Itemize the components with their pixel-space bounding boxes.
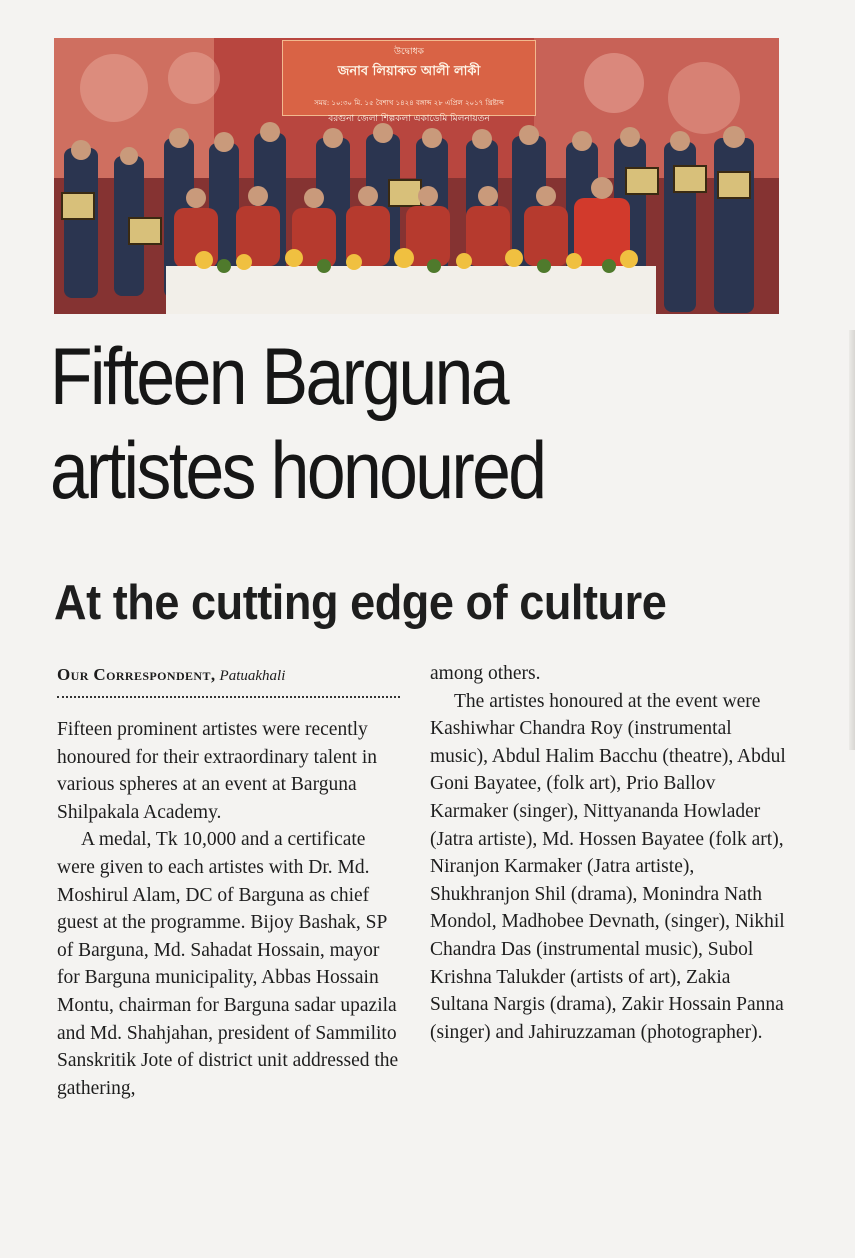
article-paragraph-2: A medal, Tk 10,000 and a certificate were given to each artistes with Dr. Md. Moshirul Alam, DC of Barguna as chief guest at the programme. Bijoy Bashak, SP of Barguna, Md. Sahadat Hossain, mayor for Barguna municipality, Abbas Hossain Montu, chairman for Barguna sadar upazila and Md. Shahjahan, president of Sammilito Sanskritik Jote of district unit addressed the gathering,: [57, 829, 399, 1099]
byline: [57, 664, 402, 687]
banner-line-4: বরগুনা জেলা শিল্পকলা একাডেমি মিলনায়তন: [328, 114, 490, 124]
article-paragraph-3: The artistes honoured at the event were Kashiwhar Chandra Roy (instrumental music), Abdul Halim Bacchu (theatre), Abdul Goni Bayatee, (folk art), Prio Ballov Karmaker (singer), Nittyananda Howlader (Jatra artiste), Md. Hossen Bayatee (folk art), Niranjon Karmaker (Jatra artiste), Shukhranjon Shil (drama), Monindra Nath Mondol, Madhobee Devnath, (singer), Nikhil Chandra Das (instrumental music), Subol Krishna Talukder (artists of art), Zakia Sultana Nargis (drama), Zakir Hossain Panna (singer) and Jahiruzzaman (photographer).: [430, 690, 786, 1043]
byline-correspondent: Our Correspondent,: [57, 665, 216, 684]
headline-line-2: artistes honoured: [50, 426, 545, 516]
article-column-2: [430, 660, 790, 1046]
page-edge: [849, 330, 855, 750]
banner-line-1: উদ্বোধক: [394, 47, 424, 57]
headline-line-1: Fifteen Barguna: [50, 332, 507, 422]
banner-line-3: সময়: ১০:৩০ মি. ১৫ বৈশাখ ১৪২৪ বঙ্গাব্দ ২৮ এপ্রিল ২০১৭ খ্রিষ্টাব্দ: [314, 99, 504, 107]
byline-location: Patuakhali: [219, 668, 286, 684]
event-photo: [54, 38, 779, 314]
subheadline: At the cutting edge of culture: [54, 576, 667, 630]
article-paragraph-2-continued: among others.: [430, 663, 541, 684]
headline: [50, 330, 704, 518]
article-paragraph-1: Fifteen prominent artistes were recently honoured for their extraordinary talent in various spheres at an event at Barguna Shilpakala Academy.: [57, 719, 378, 823]
event-banner: [282, 40, 536, 124]
banner-line-2: জনাব লিয়াকত আলী লাকী: [337, 64, 481, 79]
byline-divider: [57, 696, 400, 698]
article-column-1: [57, 716, 402, 1102]
